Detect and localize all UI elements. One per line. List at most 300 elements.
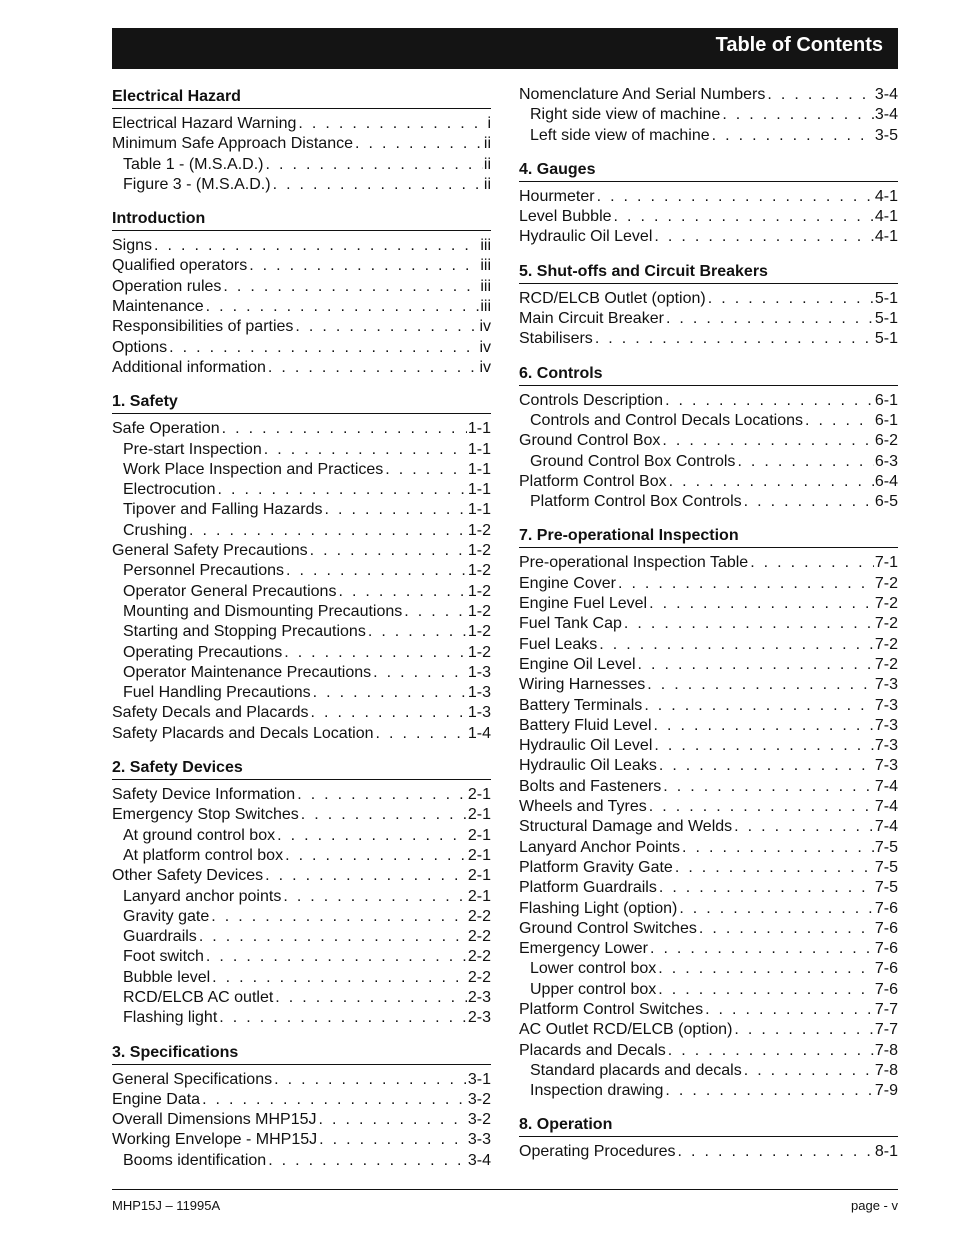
toc-entry[interactable]: [112, 358, 491, 378]
toc-subentry[interactable]: [519, 1081, 898, 1101]
entry-label: Other Safety Devices: [112, 867, 264, 885]
entry-label: Engine Cover: [519, 574, 616, 592]
entry-label: Flashing light: [123, 1009, 218, 1027]
entry-label: Flashing Light (option): [519, 899, 678, 917]
toc-subentry[interactable]: [112, 1008, 491, 1028]
entry-label: Booms identification: [123, 1151, 267, 1169]
toc-subentry[interactable]: [112, 460, 491, 480]
entry-label: Options: [112, 338, 168, 356]
entry-page-number: 7-2: [874, 574, 898, 592]
entry-label: Pre-start Inspection: [123, 440, 262, 458]
toc-entry[interactable]: [519, 838, 898, 858]
toc-subentry[interactable]: [112, 521, 491, 541]
toc-entry[interactable]: [519, 716, 898, 736]
toc-entry[interactable]: [519, 756, 898, 776]
dot-leader: [595, 187, 874, 207]
toc-entry[interactable]: [112, 134, 491, 154]
entry-page-number: iv: [479, 358, 491, 376]
toc-entry[interactable]: [112, 236, 491, 256]
dot-leader: [152, 236, 479, 256]
dot-leader: [748, 553, 874, 573]
toc-section-6-controls: [519, 364, 898, 513]
entry-page-number: 6-3: [874, 452, 898, 470]
toc-entry[interactable]: [112, 317, 491, 337]
entry-label: At platform control box: [123, 846, 284, 864]
entry-page-number: 7-4: [874, 798, 898, 816]
dot-leader: [742, 492, 874, 512]
dot-leader: [271, 175, 483, 195]
dot-leader: [660, 431, 873, 451]
entry-label: Maintenance: [112, 298, 204, 316]
entry-label: Work Place Inspection and Practices: [123, 460, 384, 478]
toc-section-introduction: [112, 209, 491, 378]
toc-subentry[interactable]: [112, 643, 491, 663]
dot-leader: [204, 947, 467, 967]
entry-label: Overall Dimensions MHP15J: [112, 1111, 317, 1129]
entry-label: Emergency Lower: [519, 940, 648, 958]
entry-label: Tipover and Falling Hazards: [123, 501, 323, 519]
dot-leader: [765, 85, 874, 105]
dot-leader: [293, 317, 478, 337]
entry-label: Qualified operators: [112, 257, 248, 275]
toc-entry[interactable]: [519, 696, 898, 716]
toc-entry[interactable]: [519, 675, 898, 695]
entry-label: Signs: [112, 237, 153, 255]
dot-leader: [673, 858, 874, 878]
entry-label: Platform Control Switches: [519, 1000, 704, 1018]
toc-section-electrical-hazard: [112, 87, 491, 195]
toc-entry[interactable]: [112, 805, 491, 825]
dot-leader: [263, 155, 482, 175]
toc-entry[interactable]: [519, 472, 898, 492]
entry-page-number: 3-2: [467, 1111, 491, 1129]
toc-entry[interactable]: [519, 309, 898, 329]
toc-section-1-safety: [112, 392, 491, 744]
dot-leader: [283, 846, 467, 866]
dot-leader: [204, 297, 480, 317]
entry-page-number: 1-1: [467, 420, 491, 438]
dot-leader: [647, 594, 874, 614]
toc-subentry[interactable]: [112, 440, 491, 460]
entry-page-number: 7-3: [874, 757, 898, 775]
toc-entry[interactable]: [112, 541, 491, 561]
entry-label: Controls Description: [519, 391, 664, 409]
section-heading: 1. Safety: [112, 392, 491, 414]
toc-subentry[interactable]: [112, 826, 491, 846]
section-heading: Introduction: [112, 209, 491, 231]
dot-leader: [677, 899, 874, 919]
entry-page-number: 2-1: [467, 786, 491, 804]
toc-subentry[interactable]: [519, 411, 898, 431]
entry-label: Engine Fuel Level: [519, 595, 648, 613]
toc-entry[interactable]: [519, 939, 898, 959]
dot-leader: [593, 329, 874, 349]
dot-leader: [216, 480, 467, 500]
entry-page-number: 2-3: [467, 1009, 491, 1027]
toc-entry[interactable]: [519, 227, 898, 247]
dot-leader: [373, 724, 466, 744]
toc-subentry[interactable]: [519, 980, 898, 1000]
entry-page-number: 1-2: [467, 521, 491, 539]
entry-label: Working Envelope - MHP15J: [112, 1131, 318, 1149]
entry-label: Operator General Precautions: [123, 582, 337, 600]
entry-label: General Safety Precautions: [112, 542, 308, 560]
entry-label: Electrical Hazard Warning: [112, 115, 297, 132]
entry-page-number: 1-2: [467, 643, 491, 661]
toc-entry[interactable]: [519, 817, 898, 837]
dot-leader: [296, 114, 486, 134]
dot-leader: [652, 227, 873, 247]
entry-page-number: 5-1: [874, 310, 898, 328]
entry-page-number: 2-3: [467, 988, 491, 1006]
entry-label: Stabilisers: [519, 330, 593, 348]
entry-page-number: 6-1: [874, 391, 898, 409]
toc-subentry[interactable]: [112, 602, 491, 622]
entry-page-number: 3-4: [467, 1151, 491, 1169]
entry-label: Bubble level: [123, 968, 211, 986]
dot-leader: [656, 980, 874, 1000]
entry-page-number: 1-1: [467, 440, 491, 458]
entry-label: Platform Control Box: [519, 472, 667, 490]
entry-label: Lanyard Anchor Points: [519, 838, 680, 856]
entry-label: Figure 3 - (M.S.A.D.): [123, 175, 271, 193]
dot-leader: [200, 1090, 467, 1110]
toc-subentry[interactable]: [112, 927, 491, 947]
dot-leader: [742, 1061, 874, 1081]
entry-label: Lanyard anchor points: [123, 887, 282, 905]
entry-page-number: 1-3: [467, 684, 491, 702]
entry-label: Engine Data: [112, 1090, 201, 1108]
toc-section-2-safety-devices: [112, 758, 491, 1029]
entry-page-number: iii: [480, 298, 491, 316]
toc-entry[interactable]: [519, 797, 898, 817]
header-bar: [112, 28, 898, 69]
dot-leader: [645, 675, 874, 695]
entry-label: Right side view of machine: [530, 106, 721, 124]
dot-leader: [323, 500, 467, 520]
entry-label: RCD/ELCB AC outlet: [123, 988, 274, 1006]
toc-entry[interactable]: [112, 724, 491, 744]
entry-label: Hydraulic Oil Leaks: [519, 757, 657, 775]
toc-right-column: [519, 87, 898, 1177]
toc-subentry[interactable]: [519, 959, 898, 979]
entry-label: Nomenclature And Serial Numbers: [519, 86, 766, 103]
toc-subentry[interactable]: [112, 846, 491, 866]
entry-page-number: 7-1: [874, 554, 898, 572]
dot-leader: [295, 785, 467, 805]
entry-label: Guardrails: [123, 928, 197, 946]
section-heading: 7. Pre-operational Inspection: [519, 526, 898, 548]
entry-page-number: 3-2: [467, 1090, 491, 1108]
toc-subentry[interactable]: [112, 480, 491, 500]
toc-entry[interactable]: [519, 207, 898, 227]
toc-subentry[interactable]: [519, 105, 898, 125]
toc-entry[interactable]: [112, 1130, 491, 1150]
toc-entry[interactable]: [519, 919, 898, 939]
dot-leader: [266, 1151, 467, 1171]
toc-subentry[interactable]: [112, 887, 491, 907]
toc-entry[interactable]: [112, 338, 491, 358]
entry-label: Fuel Leaks: [519, 635, 598, 653]
entry-page-number: 7-2: [874, 615, 898, 633]
dot-leader: [220, 419, 467, 439]
dot-leader: [652, 716, 874, 736]
toc-entry[interactable]: [519, 1000, 898, 1020]
footer-document-id: MHP15J – 11995A: [112, 1198, 221, 1213]
toc-subentry[interactable]: [519, 1061, 898, 1081]
entry-page-number: 1-3: [467, 663, 491, 681]
toc-entry[interactable]: [519, 777, 898, 797]
dot-leader: [732, 1020, 873, 1040]
toc-subentry[interactable]: [112, 175, 491, 195]
toc-subentry[interactable]: [112, 582, 491, 602]
toc-entry[interactable]: [112, 1110, 491, 1130]
entry-label: Main Circuit Breaker: [519, 310, 664, 328]
entry-page-number: 3-3: [467, 1131, 491, 1149]
entry-label: Mounting and Dismounting Precautions: [123, 602, 403, 620]
dot-leader: [667, 472, 874, 492]
entry-page-number: 2-1: [467, 826, 491, 844]
entry-page-number: 3-4: [874, 86, 898, 103]
toc-entry[interactable]: [519, 289, 898, 309]
toc-entry[interactable]: [519, 878, 898, 898]
toc-section-5-shut-offs-and-circuit-breakers: [519, 262, 898, 350]
dot-leader: [661, 777, 874, 797]
toc-entry[interactable]: [112, 297, 491, 317]
entry-label: General Specifications: [112, 1070, 273, 1088]
entry-label: Hydraulic Oil Level: [519, 228, 653, 246]
entry-page-number: iv: [479, 318, 491, 336]
toc-subentry[interactable]: [112, 988, 491, 1008]
entry-page-number: ii: [483, 175, 491, 193]
entry-page-number: 6-1: [874, 411, 898, 429]
dot-leader: [703, 1000, 874, 1020]
section-heading: Electrical Hazard: [112, 87, 491, 109]
dot-leader: [262, 440, 467, 460]
entry-page-number: 7-4: [874, 777, 898, 795]
dot-leader: [197, 927, 467, 947]
toc-section-4-gauges: [519, 160, 898, 248]
entry-page-number: 7-5: [874, 879, 898, 897]
entry-page-number: 2-1: [467, 806, 491, 824]
entry-label: Hourmeter: [519, 187, 595, 205]
entry-page-number: i: [487, 115, 491, 132]
entry-page-number: 7-6: [874, 960, 898, 978]
dot-leader: [680, 838, 874, 858]
toc-entry[interactable]: [519, 635, 898, 655]
entry-label: Upper control box: [530, 980, 657, 998]
entry-page-number: 1-1: [467, 481, 491, 499]
footer-divider: [112, 1189, 898, 1190]
entry-page-number: 7-6: [874, 899, 898, 917]
section-heading: 3. Specifications: [112, 1043, 491, 1065]
dot-leader: [597, 635, 874, 655]
entry-page-number: 7-6: [874, 980, 898, 998]
dot-leader: [209, 907, 467, 927]
dot-leader: [383, 460, 467, 480]
toc-subentry[interactable]: [519, 452, 898, 472]
entry-page-number: 7-3: [874, 716, 898, 734]
entry-page-number: 7-3: [874, 737, 898, 755]
entry-label: AC Outlet RCD/ELCB (option): [519, 1021, 733, 1039]
dot-leader: [353, 134, 483, 154]
entry-label: RCD/ELCB Outlet (option): [519, 289, 706, 307]
section-heading: 4. Gauges: [519, 160, 898, 182]
dot-leader: [647, 797, 874, 817]
dot-leader: [336, 582, 466, 602]
toc-entry[interactable]: [112, 866, 491, 886]
toc-entry[interactable]: [519, 899, 898, 919]
entry-label: Operating Procedures: [519, 1143, 676, 1161]
toc-subentry[interactable]: [112, 561, 491, 581]
entry-label: Lower control box: [530, 960, 657, 978]
entry-label: Operator Maintenance Precautions: [123, 663, 372, 681]
toc-entry[interactable]: [519, 187, 898, 207]
entry-label: Electrocution: [123, 481, 216, 499]
entry-page-number: iii: [480, 237, 491, 255]
entry-page-number: 1-2: [467, 562, 491, 580]
dot-leader: [247, 256, 479, 276]
entry-page-number: 3-5: [874, 126, 898, 144]
entry-page-number: 1-2: [467, 602, 491, 620]
entry-label: Engine Oil Level: [519, 655, 636, 673]
dot-leader: [732, 817, 874, 837]
toc-subentry[interactable]: [519, 492, 898, 512]
entry-label: Fuel Tank Cap: [519, 615, 622, 633]
entry-page-number: 7-8: [874, 1061, 898, 1079]
toc-subentry[interactable]: [112, 968, 491, 988]
toc-entry[interactable]: [519, 574, 898, 594]
entry-label: Battery Fluid Level: [519, 716, 652, 734]
toc-subentry[interactable]: [112, 907, 491, 927]
toc-entry[interactable]: [519, 85, 898, 105]
entry-page-number: iii: [480, 257, 491, 275]
toc-entry[interactable]: [519, 553, 898, 573]
entry-label: Crushing: [123, 521, 188, 539]
dot-leader: [282, 643, 467, 663]
toc-subentry[interactable]: [112, 947, 491, 967]
entry-page-number: 7-2: [874, 595, 898, 613]
dot-leader: [616, 574, 874, 594]
toc-subentry[interactable]: [112, 683, 491, 703]
entry-page-number: 6-4: [874, 472, 898, 490]
toc-entry[interactable]: [519, 614, 898, 634]
entry-page-number: iv: [479, 338, 491, 356]
toc-entry[interactable]: [112, 419, 491, 439]
entry-label: Standard placards and decals: [530, 1061, 742, 1079]
entry-label: Inspection drawing: [530, 1082, 664, 1100]
dot-leader: [697, 919, 874, 939]
entry-label: Foot switch: [123, 948, 204, 966]
dot-leader: [263, 866, 467, 886]
entry-page-number: 1-1: [467, 460, 491, 478]
dot-leader: [317, 1110, 467, 1130]
toc-subentry[interactable]: [519, 126, 898, 146]
dot-leader: [371, 663, 467, 683]
toc-entry[interactable]: [112, 114, 491, 134]
dot-leader: [656, 959, 874, 979]
entry-label: Responsibilities of parties: [112, 318, 294, 336]
dot-leader: [636, 655, 874, 675]
entry-page-number: 1-1: [467, 501, 491, 519]
dot-leader: [710, 126, 874, 146]
entry-page-number: 7-6: [874, 940, 898, 958]
toc-entry[interactable]: [112, 785, 491, 805]
dot-leader: [317, 1130, 467, 1150]
entry-label: Fuel Handling Precautions: [123, 684, 311, 702]
toc-entry[interactable]: [519, 1020, 898, 1040]
footer-page-number: page - v: [851, 1198, 898, 1213]
entry-label: Safety Device Information: [112, 786, 296, 804]
dot-leader: [275, 826, 467, 846]
dot-leader: [402, 602, 467, 622]
toc-entry[interactable]: [519, 329, 898, 349]
toc-entry[interactable]: [519, 594, 898, 614]
toc-subentry[interactable]: [112, 155, 491, 175]
dot-leader: [308, 541, 467, 561]
entry-label: Emergency Stop Switches: [112, 806, 299, 824]
entry-page-number: 7-5: [874, 858, 898, 876]
dot-leader: [706, 289, 874, 309]
toc-entry[interactable]: [112, 1090, 491, 1110]
section-heading: 6. Controls: [519, 364, 898, 386]
entry-label: Structural Damage and Welds: [519, 818, 733, 836]
dot-leader: [720, 105, 874, 125]
toc-entry[interactable]: [112, 256, 491, 276]
entry-page-number: 2-1: [467, 846, 491, 864]
entry-page-number: 7-3: [874, 696, 898, 714]
toc-entry[interactable]: [112, 277, 491, 297]
entry-label: Battery Terminals: [519, 696, 643, 714]
dot-leader: [311, 683, 467, 703]
entry-label: Starting and Stopping Precautions: [123, 623, 366, 641]
dot-leader: [309, 703, 467, 723]
toc-entry[interactable]: [519, 736, 898, 756]
toc-entry[interactable]: [112, 703, 491, 723]
entry-page-number: 2-2: [467, 907, 491, 925]
toc-section-3-specifications: [112, 1043, 491, 1171]
dot-leader: [221, 277, 479, 297]
entry-label: Platform Guardrails: [519, 879, 657, 897]
toc-subentry[interactable]: [112, 500, 491, 520]
toc-entry[interactable]: [519, 1041, 898, 1061]
dot-leader: [273, 988, 467, 1008]
dot-leader: [664, 309, 874, 329]
entry-label: Bolts and Fasteners: [519, 777, 662, 795]
entry-page-number: 4-1: [874, 228, 898, 246]
toc-entry[interactable]: [519, 431, 898, 451]
toc-subentry[interactable]: [112, 663, 491, 683]
entry-label: Platform Gravity Gate: [519, 858, 673, 876]
entry-label: Personnel Precautions: [123, 562, 284, 580]
toc-entry[interactable]: [519, 858, 898, 878]
toc-entry[interactable]: [519, 1142, 898, 1162]
toc-entry[interactable]: [519, 391, 898, 411]
toc-entry[interactable]: [112, 1070, 491, 1090]
entry-page-number: 7-6: [874, 919, 898, 937]
entry-label: Safety Placards and Decals Location: [112, 724, 374, 742]
toc-entry[interactable]: [519, 655, 898, 675]
toc-subentry[interactable]: [112, 1151, 491, 1171]
dot-leader: [663, 391, 874, 411]
entry-page-number: 1-4: [467, 724, 491, 742]
entry-label: Wheels and Tyres: [519, 798, 647, 816]
section-heading: 2. Safety Devices: [112, 758, 491, 780]
dot-leader: [622, 614, 874, 634]
entry-page-number: 1-2: [467, 582, 491, 600]
entry-label: Placards and Decals: [519, 1041, 666, 1059]
toc-subentry[interactable]: [112, 622, 491, 642]
